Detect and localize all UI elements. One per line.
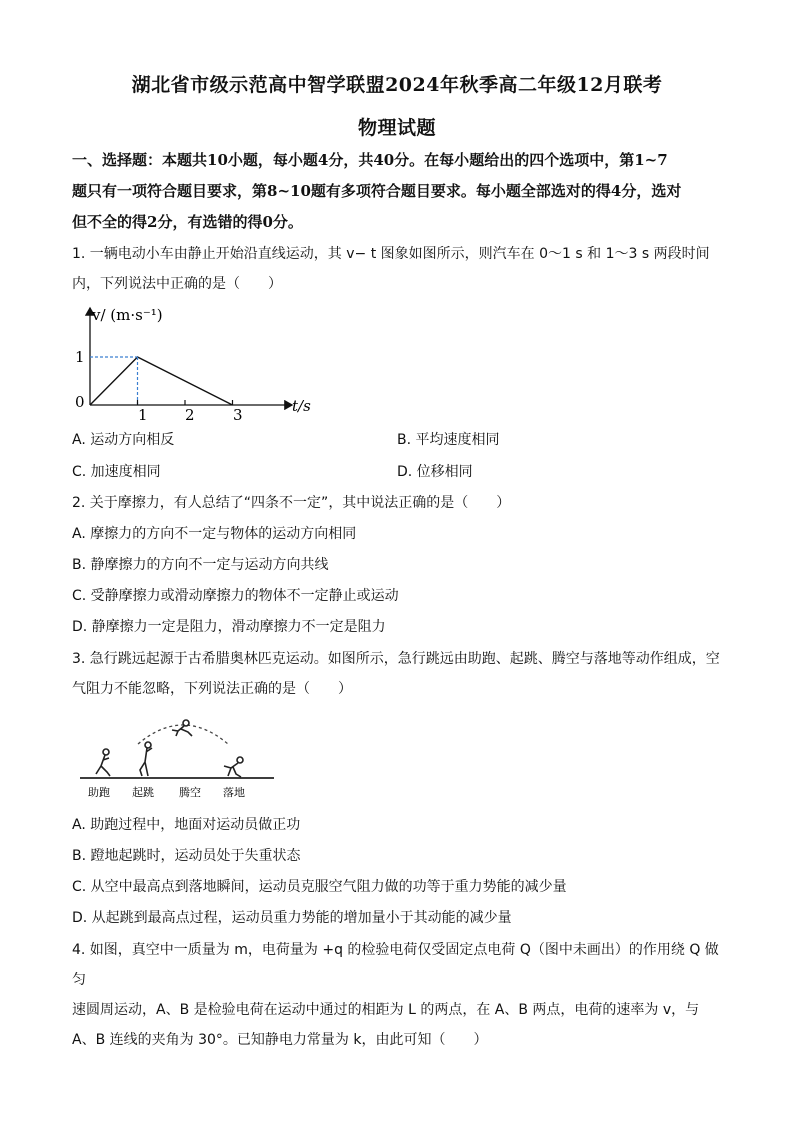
long-jump-figure — [78, 714, 278, 800]
x-tick-label-3: 3 — [233, 406, 243, 423]
vt-graph — [70, 298, 320, 423]
label-takeoff: 起跳 — [132, 786, 154, 799]
question-2-stem: 2. 关于摩擦力，有人总结了“四条不一定”，其中说法正确的是（ ） — [72, 495, 511, 511]
exam-title: 湖北省市级示范高中智学联盟2024年秋季高二年级12月联考 — [131, 74, 663, 96]
exam-subject: 物理试题 — [357, 117, 436, 139]
vt-line — [90, 357, 233, 405]
q2-option-a[interactable]: A. 摩擦力的方向不一定与物体的运动方向相同 — [72, 526, 357, 542]
flight-icon — [172, 720, 192, 736]
q1-option-b[interactable]: B. 平均速度相同 — [397, 432, 500, 448]
q3-option-a[interactable]: A. 助跑过程中，地面对运动员做正功 — [72, 817, 301, 833]
question-4-line-3: A、B 连线的夹角为 30°。已知静电力常量为 k，由此可知（ ） — [72, 1032, 488, 1048]
y-tick-label: 1 — [75, 348, 85, 366]
x-axis-label: t/s — [292, 397, 311, 415]
section-line-1: 一、选择题：本题共10小题，每小题4分，共40分。在每小题给出的四个选项中，第1~7 — [72, 151, 668, 169]
runner-icon — [96, 749, 110, 776]
q3-option-d[interactable]: D. 从起跳到最高点过程，运动员重力势能的增加量小于其动能的减少量 — [72, 910, 512, 926]
q2-option-d[interactable]: D. 静摩擦力一定是阻力，滑动摩擦力不一定是阻力 — [72, 619, 386, 635]
question-1-stem — [72, 239, 724, 299]
label-landing: 落地 — [223, 786, 245, 799]
question-4-line-1: 4. 如图，真空中一质量为 m，电荷量为 +q 的检验电荷仅受固定点电荷 Q（图中未画出）的作用绕 Q 做匀 — [72, 942, 719, 988]
q3-option-c[interactable]: C. 从空中最高点到落地瞬间，运动员克服空气阻力做的功等于重力势能的减少量 — [72, 879, 567, 895]
x-tick-label-2: 2 — [185, 406, 195, 423]
label-flight: 腾空 — [179, 786, 201, 799]
question-1-line-1: 1. 一辆电动小车由静止开始沿直线运动，其 v− t 图象如图所示，则汽车在 0～1 s 和 1～3 s 两段时间 — [72, 246, 710, 262]
q2-option-b[interactable]: B. 静摩擦力的方向不一定与运动方向共线 — [72, 557, 329, 573]
x-tick-label-1: 1 — [138, 406, 148, 423]
landing-icon — [224, 757, 243, 777]
q1-option-a[interactable]: A. 运动方向相反 — [72, 432, 175, 448]
question-3-line-2: 气阻力不能忽略，下列说法正确的是（ ） — [72, 681, 352, 697]
section-line-3: 但不全的得2分，有选错的得0分。 — [72, 213, 303, 231]
q1-option-c[interactable]: C. 加速度相同 — [72, 464, 161, 480]
q3-option-b[interactable]: B. 蹬地起跳时，运动员处于失重状态 — [72, 848, 301, 864]
question-3-stem — [72, 644, 724, 704]
takeoff-icon — [140, 742, 152, 776]
question-1-line-2: 内，下列说法中正确的是（ ） — [72, 276, 282, 292]
question-3-line-1: 3. 急行跳远起源于古希腊奥林匹克运动。如图所示，急行跳远由助跑、起跳、腾空与落地等动作组成，空 — [72, 651, 720, 667]
section-instructions — [72, 145, 724, 238]
label-run: 助跑 — [88, 786, 110, 799]
origin-label: 0 — [75, 393, 85, 411]
question-4-stem — [72, 935, 724, 1055]
q2-option-c[interactable]: C. 受静摩擦力或滑动摩擦力的物体不一定静止或运动 — [72, 588, 399, 604]
q1-option-d[interactable]: D. 位移相同 — [397, 464, 473, 480]
question-4-line-2: 速圆周运动，A、B 是检验电荷在运动中通过的相距为 L 的两点，在 A、B 两点，电荷的速率为 v，与 — [72, 1002, 700, 1018]
section-line-2: 题只有一项符合题目要求，第8~10题有多项符合题目要求。每小题全部选对的得4分，选对 — [72, 182, 682, 200]
y-axis-label: v/ (m·s⁻¹) — [92, 306, 163, 324]
